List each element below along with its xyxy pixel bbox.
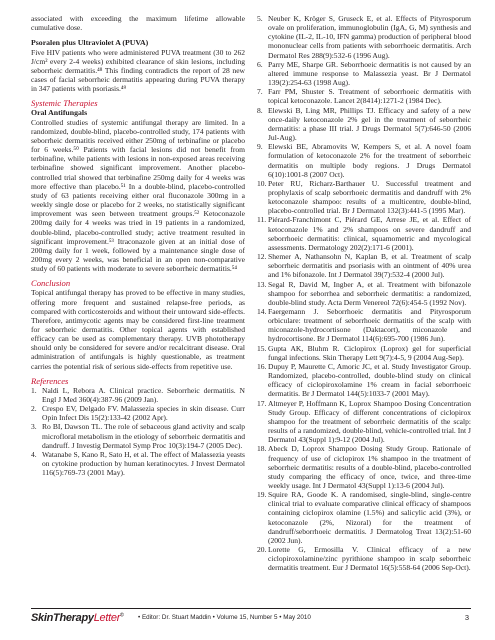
logo-mark: © bbox=[120, 612, 124, 619]
right-column bbox=[257, 14, 471, 573]
reference-item bbox=[257, 280, 471, 307]
reference-number: 18. bbox=[257, 444, 267, 454]
reference-item bbox=[257, 362, 471, 399]
oral-antifungals-heading: Oral Antifungals bbox=[31, 108, 88, 118]
conclusion-paragraph: Topical antifungal therapy has proved to be effective in many studies, offering more frequent and sustained relapse-free periods, as compared with corticosteroids and without their untoward side-effects. Therefore, antimycotic agents may be considered first-line treatment for seborrheic dermatitis. Other topical agents with established efficacy can be used as complementary therapy. UVB phototherapy should only be considered for severe and/or recalcitrant disease. Oral administration of antifungals is highly questionable, as treatment carries the potential risk of serious side-effects from repetitive use. bbox=[31, 288, 245, 371]
reference-text: Peter RU, Richarz-Barthauer U. Successful treatment and prophylaxis of scalp seborrhoeic dermatitis and dandruff with 2% ketoconazole shampoo: results of a multicentre, double-blind, placebo-controlled trial. Br J Dermatol 132(3):441-5 (1995 Mar). bbox=[268, 178, 471, 216]
reference-item bbox=[257, 60, 471, 87]
reference-number: 9. bbox=[257, 142, 263, 152]
logo-word-skin: Skin bbox=[31, 612, 54, 624]
reference-text: Neuber K, Kröger S, Gruseck E, et al. Effects of Pityrosporum ovale on proliferation, immunoglobulin (IgA, G, M) synthesis and cytokine (IL-2, IL-10, IFN gamma) production of peripheral blood mononuclear cells from patients with seborrhoeic dermatitis. Arch Dermatol Res 288(9):532-6 (1996 Aug). bbox=[268, 14, 471, 60]
reference-number: 10. bbox=[257, 178, 267, 188]
reference-number: 5. bbox=[257, 14, 263, 23]
reference-number: 15. bbox=[257, 343, 267, 353]
systemic-therapies-heading: Systemic Therapies bbox=[31, 98, 98, 109]
reference-text: Naldi L, Rebora A. Clinical practice. Seborrheic dermatitis. N Engl J Med 360(4):387-96 (2009 Jan). bbox=[42, 385, 245, 404]
reference-item bbox=[31, 450, 245, 477]
reference-text: Shemer A, Nathansohn N, Kaplan B, et al. Treatment of scalp seborrheic dermatitis and psoriasis with an ointment of 40% urea and 1% bifonazole. Int J Dermatol 39(7):532-4 (2000 Jul). bbox=[268, 252, 471, 280]
reference-number: 16. bbox=[257, 361, 267, 371]
reference-number: 8. bbox=[257, 105, 263, 115]
puva-heading: Psoralen plus Ultraviolet A (PUVA) bbox=[31, 38, 149, 48]
reference-text: Elewski B, Ling MR, Phillips TJ. Efficacy and safety of a new once-daily ketoconazole 2% gel in the treatment of seborrheic dermatitis: a phase III trial. J Drugs Dermatol 5(7):646-50 (2006 Jul-Aug). bbox=[268, 105, 471, 143]
reference-text: Elewski BE, Abramovits W, Kempers S, et al. A novel foam formulation of ketoconazole 2% for the treatment of seborrheic dermatitis on multiple body regions. J Drugs Dermatol 6(10):1001-8 (2007 Oct). bbox=[268, 142, 471, 179]
reference-item bbox=[257, 490, 471, 545]
references-list-right bbox=[257, 14, 471, 573]
reference-text: Altmeyer P, Hoffmann K, Loprox Shampoo Dosing Concentration Study Group. Efficacy of different concentrations of ciclopirox shampoo for the treatment of seborrheic dermatitis of the scalp: results of a randomized, double-blind, vehicle-controlled trial. Int J Dermatol 43(Suppl 1):9-12 (2004 Jul). bbox=[268, 398, 471, 445]
reference-item bbox=[257, 14, 471, 60]
reference-number: 4. bbox=[31, 449, 37, 459]
reference-item bbox=[257, 142, 471, 179]
reference-text: Squire RA, Goode K. A randomised, single-blind, single-centre clinical trial to evaluate comparative clinical efficacy of shampoos containing ciclopirox olamine (1.5%) and salicylic acid (3%), or ketoconazole (2%, Nizoral) for the treatment of dandruff/seborrhoeic dermatitis. J Dermatolog Treat 13(2):51-60 (2002 Jun). bbox=[268, 490, 471, 545]
reference-item bbox=[257, 252, 471, 279]
logo-word-therapy: Therapy bbox=[53, 612, 94, 624]
references-heading: References bbox=[31, 375, 69, 386]
reference-item bbox=[31, 386, 245, 404]
reference-number: 12. bbox=[257, 252, 267, 262]
reference-number: 13. bbox=[257, 279, 267, 289]
reference-number: 20. bbox=[257, 545, 267, 555]
reference-text: Lorette G, Ermosilla V. Clinical efficacy of a new ciclopiroxolamine/zinc pyrithione shampoo in scalp seborrheic dermatitis treatment. Eur J Dermatol 16(5):558-64 (2006 Sep-Oct). bbox=[268, 545, 471, 573]
reference-number: 3. bbox=[31, 422, 37, 432]
page-number: 3 bbox=[464, 613, 469, 622]
reference-item bbox=[257, 444, 471, 490]
reference-item bbox=[31, 404, 245, 422]
conclusion-heading: Conclusion bbox=[31, 278, 71, 289]
reference-item bbox=[257, 545, 471, 572]
footer-info: • Editor: Dr. Stuart Maddin • Volume 15, Number 5 • May 2010 bbox=[138, 614, 311, 621]
reference-item bbox=[257, 179, 471, 216]
reference-text: Crespo EV, Delgado FV. Malassezia species in skin disease. Curr Opin Infect Dis 15(2):133-42 (2002 Apr). bbox=[42, 404, 245, 423]
intro-paragraph: associated with exceeding the maximum lifetime allowable cumulative dose. bbox=[31, 14, 245, 33]
reference-number: 7. bbox=[257, 87, 263, 97]
reference-item bbox=[257, 87, 471, 105]
reference-item bbox=[257, 106, 471, 143]
logo-word-letter: Letter bbox=[93, 612, 121, 624]
reference-text: Farr PM, Shuster S. Treatment of seborrhoeic dermatitis with topical ketoconazole. Lancet 2(8414):1271-2 (1984 Dec). bbox=[268, 87, 471, 106]
reference-item bbox=[257, 344, 471, 362]
reference-item bbox=[257, 215, 471, 252]
puva-paragraph: Five HIV patients who were administered PUVA treatment (30 to 262 J/cm² every 2-4 weeks) exhibited clearance of skin lesions, including seborrheic dermatitis.⁴⁸ This finding contradicts the report of 28 new cases of facial seborrheic dermatitis appearing during PUVA therapy in 347 patients with psoriasis.⁴⁹ bbox=[31, 47, 245, 94]
reference-text: Watanabe S, Kano R, Sato H, et al. The effect of Malassezia yeasts on cytokine production by human keratinocytes. J Invest Dermatol 116(5):769-73 (2001 May). bbox=[42, 449, 245, 478]
page-footer bbox=[0, 608, 495, 628]
reference-text: Abeck D, Loprox Shampoo Dosing Study Group. Rationale of frequency of use of ciclopirox 1% shampoo in the treatment of seborrheic dermatitis: results of a double-blind, placebo-controlled study comparing the efficacy of once, twice, and three-time weekly usage. Int J Dermatol 43(Suppl 1):13-6 (2004 Jul). bbox=[268, 444, 471, 490]
reference-number: 2. bbox=[31, 404, 37, 414]
skin-therapy-letter-logo bbox=[31, 612, 123, 624]
reference-text: Parry ME, Sharpe GR. Seborrhoeic dermatitis is not caused by an altered immune response to Malassezia yeast. Br J Dermatol 139(2):254-63 (1998 Aug). bbox=[268, 59, 471, 88]
reference-text: Dupuy P, Maurette C, Amoric JC, et al. Study Investigator Group. Randomized, placebo-controlled, double-blind study on clinical efficacy of ciclopiroxolamine 1% cream in facial seborrhoeic dermatitis. Br J Dermatol 144(5):1033-7 (2001 May). bbox=[268, 361, 471, 399]
reference-item bbox=[31, 422, 245, 449]
reference-number: 17. bbox=[257, 398, 267, 408]
reference-item bbox=[257, 399, 471, 445]
systemic-paragraph: Controlled studies of systemic antifungal therapy are limited. In a randomized, double-blind, placebo-controlled study, 174 patients with seborrheic dermatitis received either 250mg of terbinafine or placebo for 6 weeks.⁵⁰ Patients with facial lesions did not benefit from terbinafine, while patients with lesions in non-exposed areas receiving terbinafine showed significant improvement. Another placebo-controlled trial showed that terbinafine 250mg daily for 4 weeks was more effective than placebo.⁵¹ In a double-blind, placebo-controlled study of 63 patients receiving either oral fluconazole 300mg in a weekly single dose or placebo for 2 weeks, no statistically significant improvement was seen between treatment groups.⁵² Ketoconazole 200mg daily for 4 weeks was tried in 19 patients in a randomized, double-blind, placebo-controlled study; active treatment resulted in significant improvement.⁵³ Itraconazole given at an initial dose of 200mg daily for 1 week, followed by a maintenance single dose of 200mg every 2 weeks, was beneficial in an open non-comparative study of 60 patients with moderate to severe seborrheic dermatitis.⁵⁴ bbox=[31, 117, 245, 274]
references-list-left bbox=[31, 386, 245, 478]
reference-number: 14. bbox=[257, 307, 267, 316]
left-column bbox=[31, 14, 245, 477]
reference-text: Segal R, David M, Ingber A, et al. Treatment with bifonazole shampoo for seborrhea and seborrheic dermatitis: a randomized, double-blind study. Acta Derm Venereol 72(6):454-5 (1992 Nov). bbox=[268, 279, 471, 307]
reference-text: Ro BI, Dawson TL. The role of sebaceous gland activity and scalp microfloral metabolism in the etiology of seborrheic dermatitis and dandruff. J Investig Dermatol Symp Proc 10(3):194-7 (2005 Dec). bbox=[42, 422, 245, 450]
reference-text: Faergemann J. Seborrhoeic dermatitis and Pityrosporum orbiculare: treatment of seborrhoeic dermatitis of the scalp with miconazole-hydrocortisone (Daktacort), miconazole and hydrocortisone. Br J Dermatol 114(6):695-700 (1986 Jun). bbox=[268, 307, 471, 344]
reference-number: 19. bbox=[257, 490, 267, 500]
footer-rule bbox=[31, 608, 471, 609]
reference-item bbox=[257, 307, 471, 344]
reference-text: Gupta AK, Bluhm R. Ciclopirox (Loprox) gel for superficial fungal infections. Skin Therapy Lett 9(7):4-5, 9 (2004 Aug-Sep). bbox=[268, 343, 471, 362]
reference-text: Piérard-Franchimont C, Piérard GE, Arrese JE, et al. Effect of ketoconazole 1% and 2% shampoos on severe dandruff and seborrhoeic dermatitis: clinical, squamometric and mycological assessments. Dermatology 202(2):171-6 (2001). bbox=[268, 215, 471, 252]
reference-number: 1. bbox=[31, 385, 37, 395]
reference-number: 6. bbox=[257, 59, 263, 69]
reference-number: 11. bbox=[257, 215, 267, 225]
